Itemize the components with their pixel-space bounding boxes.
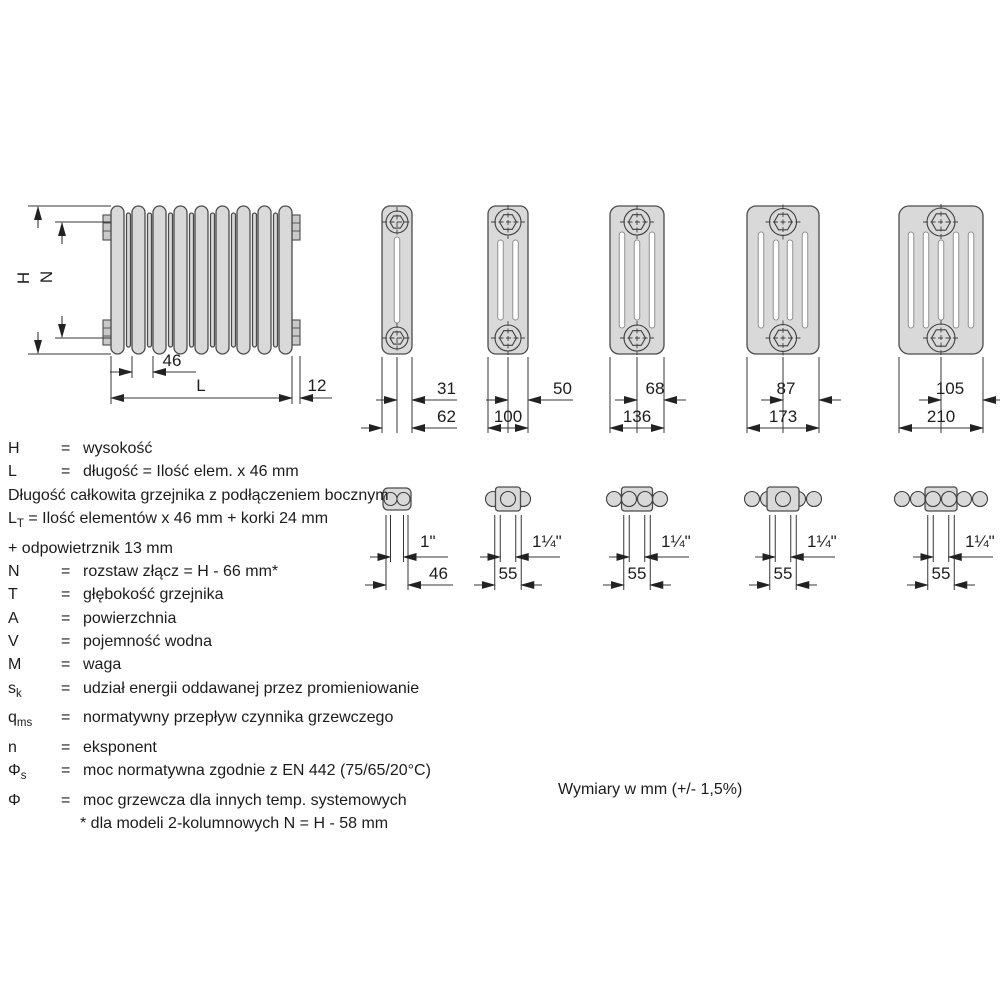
dim-label-hub-width: 55 <box>773 564 793 583</box>
dim-label-element-width: 46 <box>162 351 182 370</box>
profile-4-column <box>610 205 686 433</box>
front-view-radiator <box>103 206 300 354</box>
legend-footnote: * dla modeli 2-kolumnowych N = H - 58 mm <box>80 814 389 832</box>
legend-row: $L_T$ = Ilość elementów x 46 mm + korki 24 mm <box>8 510 329 531</box>
topview-3-column <box>474 487 562 590</box>
dim-label-pipe-size: 1¼" <box>965 532 995 551</box>
dim-label-hub-width: 55 <box>931 564 951 583</box>
dim-label-height: H <box>14 271 33 285</box>
front-dim-length <box>110 351 332 404</box>
legend-row: V = pojemność wodna <box>8 632 212 650</box>
topview-5-column <box>745 487 837 590</box>
dimensions-note: Wymiary w mm (+/- 1,5%) <box>558 781 743 798</box>
dim-label-hub-width: 46 <box>429 564 448 583</box>
dim-label-half-depth: 68 <box>645 379 665 398</box>
dim-label-full-depth: 100 <box>493 407 523 426</box>
dim-label-spacing: N <box>37 270 56 284</box>
dim-label-hub-width: 55 <box>498 564 518 583</box>
legend-row: n = eksponent <box>8 738 157 756</box>
legend-row: T = głębokość grzejnika <box>8 586 224 604</box>
dim-label-end-offset: 12 <box>307 376 327 395</box>
legend-row: L = długość = Ilość elem. x 46 mm <box>8 463 299 481</box>
profile-5-column <box>747 205 841 434</box>
dim-label-pipe-size: 1¼" <box>532 532 562 551</box>
profile-3-column <box>486 205 573 433</box>
dim-label-pipe-size: 1" <box>420 532 436 551</box>
legend-row: Długość całkowita grzejnika z podłączeniem bocznym <box>8 486 389 504</box>
legend-row: A = powierzchnia <box>8 609 177 627</box>
front-dim-height-spacing <box>14 206 111 354</box>
legend <box>8 437 478 835</box>
legend-row: $\Phi_s$ = moc normatywna zgodnie z EN 442 (75/65/20°C) <box>8 762 431 783</box>
dim-label-half-depth: 105 <box>935 379 965 398</box>
dim-label-full-depth: 136 <box>622 407 652 426</box>
topview-4-column <box>603 487 691 590</box>
dim-label-pipe-size: 1¼" <box>661 532 691 551</box>
dim-label-length: L <box>196 376 206 395</box>
dim-label-pipe-size: 1¼" <box>807 532 837 551</box>
legend-row: M = waga <box>8 656 122 674</box>
topview-6-column <box>895 487 995 590</box>
profile-6-column <box>899 204 1000 433</box>
dim-label-half-depth: 87 <box>776 379 796 398</box>
dim-label-half-depth: 50 <box>553 379 572 398</box>
legend-row: H = wysokość <box>8 440 153 457</box>
legend-row: + odpowietrznik 13 mm <box>8 539 173 557</box>
dim-label-full-depth: 210 <box>926 407 956 426</box>
legend-row: Φ = moc grzewcza dla innych temp. systemowych <box>8 791 407 809</box>
legend-row: N = rozstaw złącz = H - 66 mm* <box>8 562 279 580</box>
legend-row: $s_k$ = udział energii oddawanej przez promieniowanie <box>8 679 420 700</box>
legend-row: $q_{ms}$ = normatywny przepływ czynnika grzewczego <box>8 709 394 730</box>
profile-2-column <box>361 206 457 433</box>
dim-label-full-depth: 173 <box>768 407 798 426</box>
dim-label-full-depth: 62 <box>437 407 456 426</box>
dim-label-half-depth: 31 <box>437 379 456 398</box>
dim-label-hub-width: 55 <box>627 564 647 583</box>
